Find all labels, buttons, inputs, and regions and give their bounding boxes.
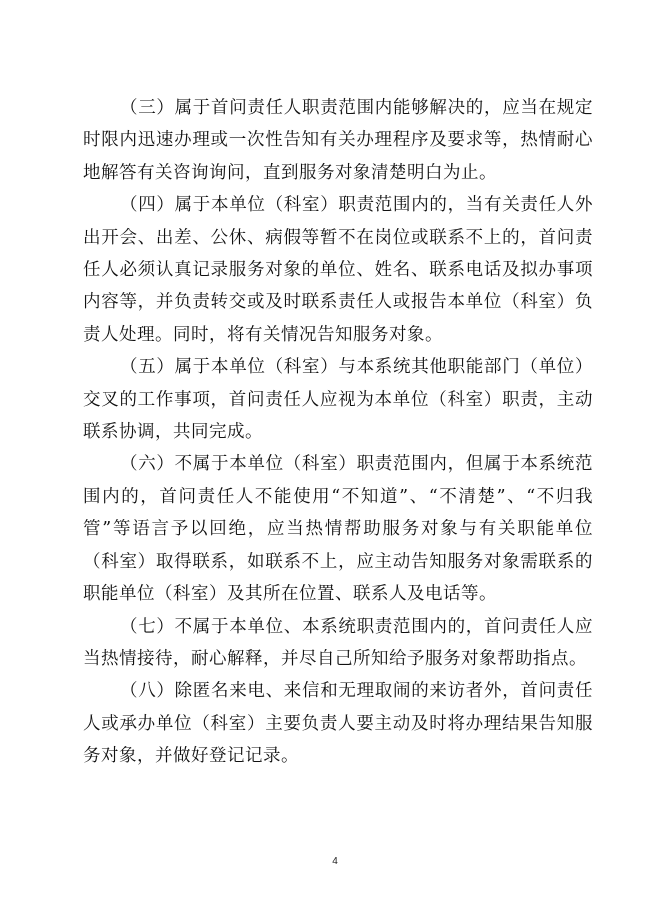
paragraph-3: （三）属于首问责任人职责范围内能够解决的，应当在规定时限内迅速办理或一次性告知有关办理程序及要求等，热情耐心地解答有关咨询询问，直到服务对象清楚明白为止。 — [83, 98, 593, 183]
page-number: 4 — [332, 856, 338, 867]
paragraph-4: （四）属于本单位（科室）职责范围内的，当有关责任人外出开会、出差、公休、病假等暂不在岗位或联系不上的，首问责任人必须认真记录服务对象的单位、姓名、联系电话及拟办事项内容等，并负责转交或及时联系责任人或报告本单位（科室）负责人处理。同时，将有关情况告知服务对象。 — [83, 195, 593, 345]
document-body — [83, 92, 593, 773]
paragraph-7: （七）不属于本单位、本系统职责范围内的，首问责任人应当热情接待，耐心解释，并尽自己所知给予服务对象帮助指点。 — [83, 616, 593, 669]
paragraph-8: （八）除匿名来电、来信和无理取闹的来访者外，首问责任人或承办单位（科室）主要负责人要主动及时将办理结果告知服务对象，并做好登记记录。 — [83, 681, 593, 767]
paragraph-5: （五）属于本单位（科室）与本系统其他职能部门（单位）交叉的工作事项，首问责任人应视为本单位（科室）职责，主动联系协调，共同完成。 — [83, 357, 593, 443]
paragraph-6: （六）不属于本单位（科室）职责范围内，但属于本系统范围内的，首问责任人不能使用“不知道”、“不清楚”、“不归我管”等语言予以回绝，应当热情帮助服务对象与有关职能单位（科室）取得联系，如联系不上，应主动告知服务对象需联系的职能单位（科室）及其所在位置、联系人及电话等。 — [83, 454, 593, 605]
